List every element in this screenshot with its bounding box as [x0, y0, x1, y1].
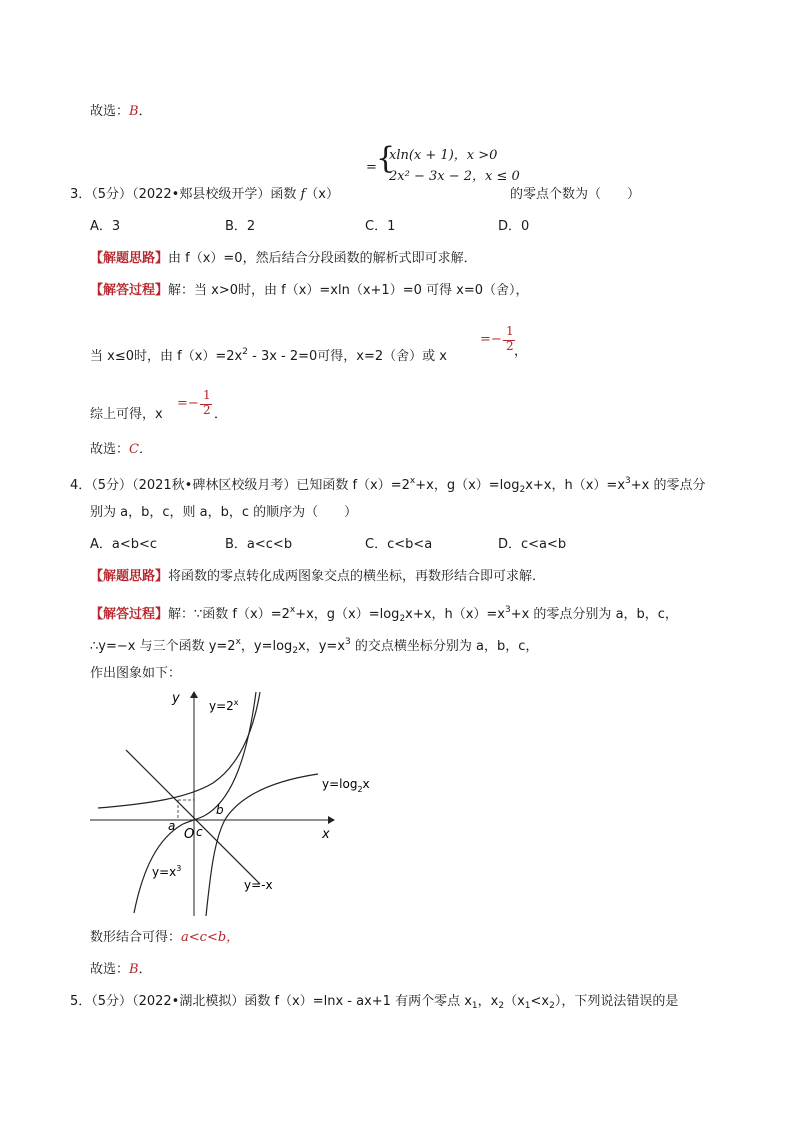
- q3-stem: 3．（5分）（2022•郏县校级开学）函数 f（x）: [70, 187, 339, 202]
- q3-option-b: B．2: [225, 219, 256, 234]
- log-label: $y=\log_2x$: [322, 777, 370, 794]
- q3-final-answer: 故选：C．: [90, 442, 152, 457]
- q4-option-b: B．a<c<b: [225, 537, 293, 552]
- q4-idea: 【解题思路】将函数的零点转化成两图象交点的横坐标，再数形结合即可求解．: [90, 569, 546, 584]
- q4-process-1: 【解答过程】解：∵函数 $f(x)=2^x+x$，$g(x)=\log_2x+x$，$h(x)=x^3+x$ 的零点分别为 a，b，c，: [90, 605, 678, 624]
- q3-equals: =: [366, 160, 377, 175]
- q3-option-d: D．0: [498, 219, 530, 234]
- q4-option-d: D．c<a<b: [498, 537, 567, 552]
- q3-case-2: 2x² − 3x − 2，x ≤ 0: [389, 169, 520, 184]
- question-5-stem: 5．（5分）（2022•湖北模拟）函数 f（x）=lnx - ax+1 有两个零点 $x_1$，$x_2(x_1<x_2)$，下列说法错误的是: [70, 994, 679, 1011]
- line-neg-x: [126, 750, 260, 884]
- q3-case-1: xln(x + 1)，x >0: [389, 148, 498, 163]
- q3-process-2-end: ，: [514, 344, 528, 359]
- curve-exp: [98, 692, 260, 808]
- q3-summary: 综上可得，x: [90, 407, 163, 422]
- q4-final-answer: 故选：B．: [90, 962, 152, 977]
- q3-stem-end: 的零点个数为（ ）: [510, 187, 641, 202]
- q3-process-1: 【解答过程】解：当 x>0时，由 f（x）=xln（x+1）=0 可得 x=0（舍），: [90, 283, 529, 298]
- origin-label: O: [184, 827, 195, 842]
- curve-log: [206, 774, 318, 916]
- x-axis-label: x: [322, 827, 330, 842]
- q3-idea: 【解题思路】由 f（x）=0，然后结合分段函数的解析式即可求解．: [90, 251, 477, 266]
- exp-label: $y=2^x$: [209, 698, 239, 713]
- q4-option-c: C．c<b<a: [365, 537, 433, 552]
- function-graph: [88, 688, 388, 918]
- q3-option-a: A．3: [90, 219, 121, 234]
- q2-final-answer: 故选：B．: [90, 104, 152, 119]
- point-b-label: b: [216, 803, 224, 817]
- y-axis-label: y: [172, 691, 180, 706]
- curve-cube: [134, 692, 256, 913]
- q3-option-c: C．1: [365, 219, 396, 234]
- point-c-label: c: [196, 825, 203, 839]
- cube-label: $y=x^3$: [152, 864, 182, 879]
- q4-stem-2: 别为 a，b，c，则 a，b，c 的顺序为（ ）: [90, 505, 358, 520]
- q3-brace: {: [376, 141, 396, 176]
- line-label: y=-x: [244, 878, 273, 892]
- q4-process-2: ∴y=−x 与三个函数 $y=2^x$，$y=\log_2x$，$y=x^3$ 的交点横坐标分别为 a，b，c，: [90, 637, 539, 656]
- q3-summary-end: ．: [214, 407, 228, 422]
- q4-stem-1: 4．（5分）（2021秋•碑林区校级月考）已知函数 $f(x)=2^x+x$，$g(x)=\log_2x+x$，$h(x)=x^3+x$ 的零点分: [70, 476, 706, 495]
- q3-process-2: 当 x≤0时，由 $f(x)=2x^2 - 3x - 2=0$可得，x=2（舍）或 x: [90, 347, 447, 364]
- q4-conclusion: 数形结合可得：a<c<b，: [90, 930, 240, 945]
- point-a-label: a: [168, 819, 176, 833]
- q4-draw-label: 作出图象如下：: [90, 666, 182, 681]
- q4-option-a: A．a<b<c: [90, 537, 158, 552]
